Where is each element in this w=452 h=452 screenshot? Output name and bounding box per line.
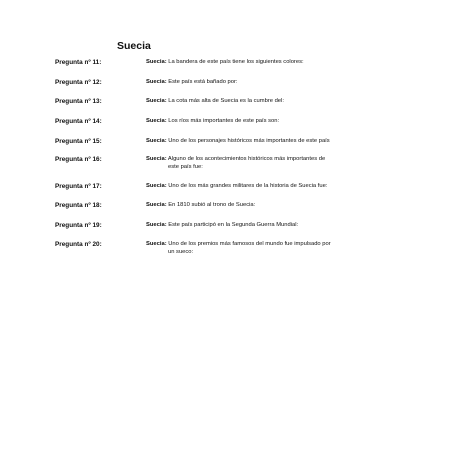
question-body: La bandera de este país tiene los siguientes colores: — [168, 59, 304, 65]
page-title: Suecia — [117, 40, 151, 52]
question-body-continued: este país fue: — [168, 163, 203, 170]
country-keyword: Suecia: — [146, 59, 167, 65]
question-text — [146, 118, 366, 126]
question-body: Alguno de los acontecimientos históricos más importantes de — [167, 156, 326, 162]
country-keyword: Suecia: — [146, 98, 167, 104]
question-label: Pregunta nº 12: — [55, 79, 102, 86]
country-keyword: Suecia: — [146, 222, 167, 228]
question-body: Uno de los más grandes militares de la historia de Suecia fue: — [168, 183, 328, 189]
question-body: Uno de los premios más famosos del mundo fue impulsado por — [168, 241, 331, 247]
country-keyword: Suecia: — [146, 138, 167, 144]
question-body: Los ríos más importantes de este país son: — [168, 118, 280, 124]
question-text — [146, 138, 366, 146]
question-text — [146, 222, 366, 230]
question-label: Pregunta nº 13: — [55, 98, 102, 105]
question-label: Pregunta nº 18: — [55, 202, 102, 209]
question-label: Pregunta nº 11: — [55, 59, 102, 66]
question-text — [146, 241, 366, 256]
question-text — [146, 98, 366, 106]
question-body-continued: un sueco: — [168, 248, 194, 255]
question-label: Pregunta nº 15: — [55, 138, 102, 145]
country-keyword: Suecia: — [146, 241, 167, 247]
question-label: Pregunta nº 17: — [55, 183, 102, 190]
question-text — [146, 202, 366, 210]
question-label: Pregunta nº 19: — [55, 222, 102, 229]
country-keyword: Suecia: — [146, 202, 167, 208]
question-text — [146, 156, 366, 171]
question-text — [146, 59, 366, 67]
question-text — [146, 183, 366, 191]
question-text — [146, 79, 366, 87]
country-keyword: Suecia: — [146, 118, 167, 124]
question-body: En 1810 subió al trono de Suecia: — [168, 202, 256, 208]
question-body: Uno de los personajes históricos más importantes de este país — [168, 138, 330, 144]
question-body: Este país participó en la Segunda Guerra Mundial: — [168, 222, 299, 228]
question-body: Este país está bañado por: — [168, 79, 238, 85]
country-keyword: Suecia: — [146, 79, 167, 85]
question-label: Pregunta nº 20: — [55, 241, 102, 248]
question-body: La cota más alta de Suecia es la cumbre del: — [168, 98, 284, 104]
country-keyword: Suecia: — [146, 156, 167, 162]
country-keyword: Suecia: — [146, 183, 167, 189]
question-label: Pregunta nº 16: — [55, 156, 102, 163]
question-label: Pregunta nº 14: — [55, 118, 102, 125]
